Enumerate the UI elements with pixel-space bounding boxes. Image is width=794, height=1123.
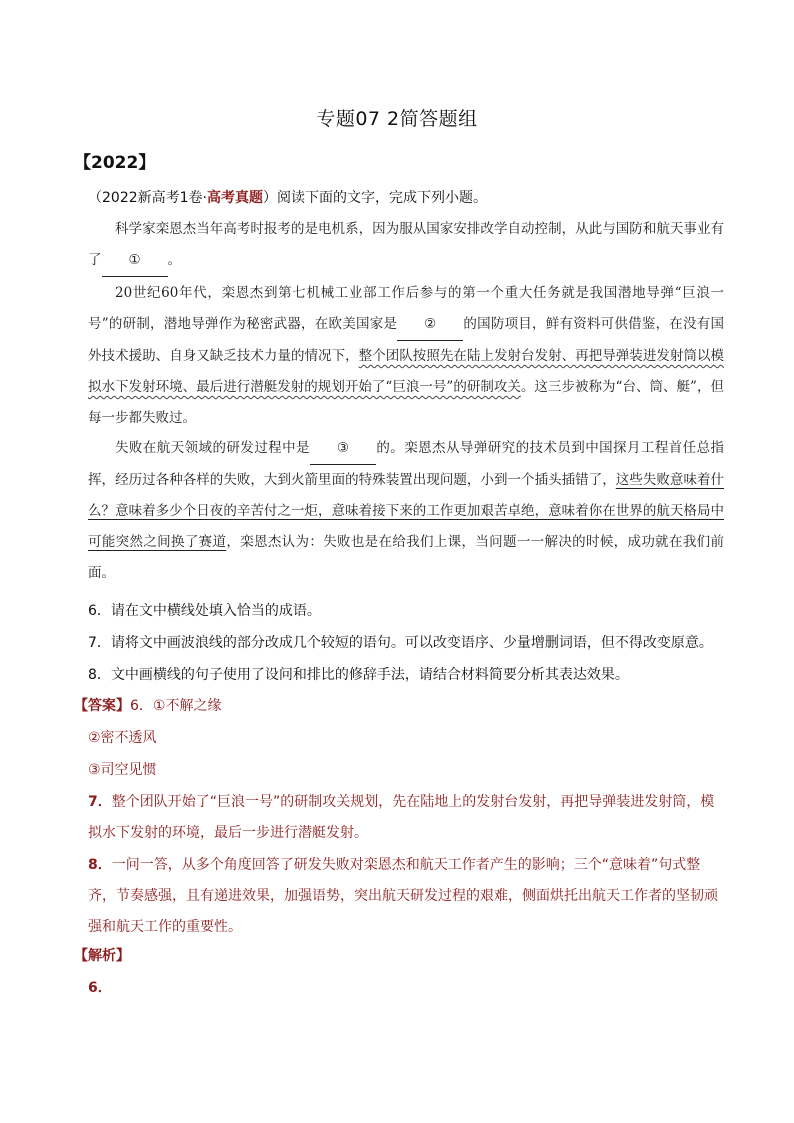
blank-3: ③	[310, 433, 376, 465]
analysis-item-6: 6．	[88, 980, 112, 996]
answer-6-1: 6．①不解之缘	[130, 698, 222, 714]
p1-text-b: 。	[167, 252, 181, 268]
p2-text-b: 的国防项目，鲜有资料可供借鉴，在没有国外技术援助、自身又缺乏技术力量的情况下，	[88, 316, 724, 364]
passage-paragraph-1	[88, 214, 724, 277]
year-header: 【2022】	[74, 153, 156, 173]
answer-8-text: 一问一答，从多个角度回答了研发失败对栾恩杰和航天工作者产生的影响；三个“意味着”句式整齐，节奏感强，且有递进效果，加强语势，突出航天研发过程的艰难，侧面烘托出航天工作者的坚韧顽强和航天工作的重要性。	[88, 857, 718, 935]
source-line	[88, 187, 487, 207]
source-prefix: （2022新高考1卷·	[88, 190, 207, 206]
answer-8-number: 8．	[88, 857, 112, 873]
p3-text-b: 的。栾恩杰从导弹研究的技术员到中国探月工程首任总指挥，经历过各种各样的失败，大到火箭里面的特殊装置出现问题，小到一个插头插错了，	[88, 440, 725, 488]
answer-7-text: 整个团队开始了“巨浪一号”的研制攻关规划，先在陆地上的发射台发射，再把导弹装进发射筒，模拟水下发射的环境，最后一步进行潜艇发射。	[88, 794, 715, 841]
wavy-underlined-sentence: 整个团队按照先在陆上发射台发射、再把导弹装进发射筒以模拟水下发射环境、最后进行潜艇发射的规划开始了“巨浪一号”的研制攻关	[88, 348, 725, 395]
blank-1: ①	[102, 245, 168, 277]
p3-text-a: 失败在航天领域的研发过程中是	[115, 440, 310, 456]
passage-paragraph-3	[88, 433, 724, 589]
p3-text-c: ，栾恩杰认为：失败也是在给我们上课，当问题一一解决的时候，成功就在我们前面。	[88, 534, 725, 581]
question-8: 8．文中画横线的句子使用了设问和排比的修辞手法，请结合材料简要分析其表达效果。	[88, 667, 629, 683]
answer-label: 【答案】	[74, 698, 130, 714]
answer-6-2: ②密不透风	[88, 730, 157, 746]
p1-text-a: 科学家栾恩杰当年高考时报考的是电机系，因为服从国家安排改学自动控制，从此与国防和航天事业有了	[88, 221, 724, 268]
answer-line-6	[74, 691, 734, 722]
source-suffix: ）阅读下面的文字，完成下列小题。	[263, 190, 487, 206]
blank-2: ②	[397, 309, 463, 341]
p2-text-c: 。这三步被称为“台、筒、艇”，但每一步都失败过。	[88, 379, 724, 426]
answer-6-3: ③司空见惯	[88, 762, 157, 778]
p2-text-a: 20世纪60年代，栾恩杰到第七机械工业部工作后参与的第一个重大任务就是我国潜地导弹“巨浪一号”的研制，潜地导弹作为秘密武器，在欧美国家是	[88, 285, 724, 332]
source-highlight: 高考真题	[207, 190, 263, 206]
question-6: 6．请在文中横线处填入恰当的成语。	[88, 603, 321, 619]
page-title: 专题07 2简答题组	[316, 108, 478, 130]
question-7: 7．请将文中画波浪线的部分改成几个较短的语句。可以改变语序、少量增删词语，但不得改变原意。	[88, 635, 713, 651]
underlined-sentence: 这些失败意味着什么？意味着多少个日夜的辛苦付之一炬，意味着接下来的工作更加艰苦卓绝，意味着你在世界的航天格局中可能突然之间换了赛道	[88, 472, 725, 550]
passage-paragraph-2	[88, 278, 724, 434]
answer-7	[88, 787, 724, 849]
answer-8	[88, 850, 724, 943]
analysis-label: 【解析】	[74, 948, 130, 964]
answer-7-number: 7．	[88, 794, 112, 810]
